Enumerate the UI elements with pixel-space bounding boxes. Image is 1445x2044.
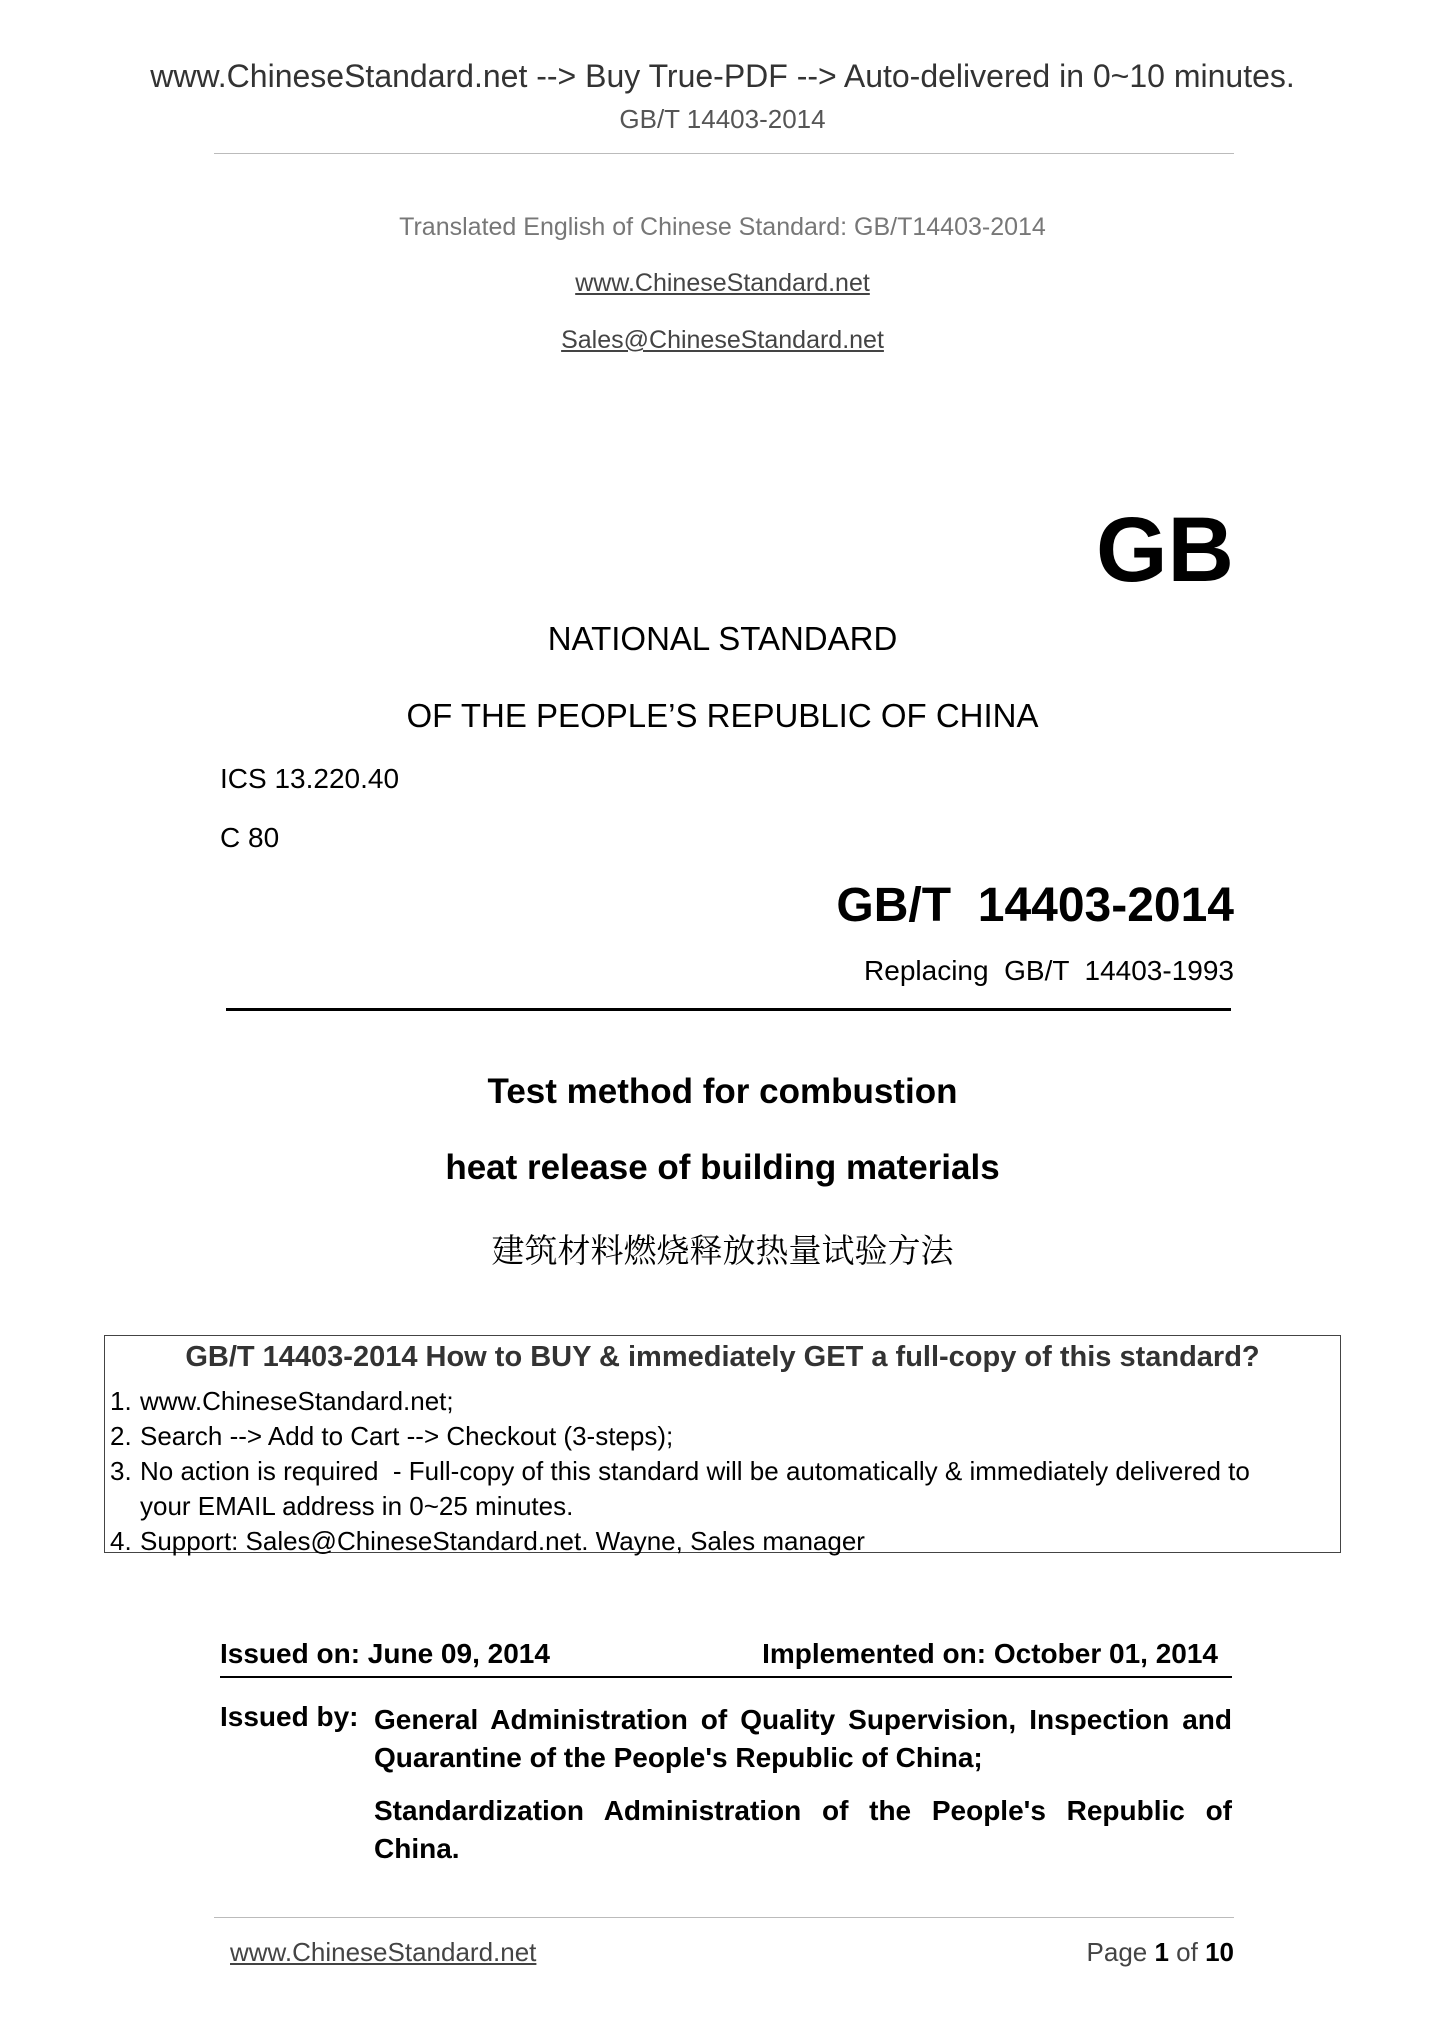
- site-link-row: [0, 269, 1445, 298]
- title-line1: Test method for combustion: [487, 1072, 958, 1111]
- implemented-on-date: Implemented on: October 01, 2014: [762, 1638, 1218, 1669]
- buy-step-3: 3. No action is required - Full-copy of this standard will be automatically & immediately delivered to: [110, 1456, 1250, 1486]
- national-standard-line1: NATIONAL STANDARD: [547, 620, 898, 657]
- buy-instructions-box: [104, 1335, 1341, 1556]
- title-divider: [226, 1008, 1231, 1011]
- replacing-standard: Replacing GB/T 14403-1993: [864, 955, 1234, 986]
- translated-notice: Translated English of Chinese Standard: GB/T14403-2014: [399, 213, 1046, 241]
- standard-number: GB/T 14403-2014: [836, 879, 1234, 932]
- buy-step-3-cont: your EMAIL address in 0~25 minutes.: [140, 1491, 574, 1521]
- national-standard-line2: OF THE PEOPLE’S REPUBLIC OF CHINA: [406, 697, 1039, 734]
- issued-by-authority-2: Standardization Administration of the People's Republic of China.: [374, 1795, 1232, 1864]
- issued-by-authority-1: General Administration of Quality Supervision, Inspection and Quarantine of the People's Republic of China;: [374, 1704, 1232, 1773]
- site-link[interactable]: www.ChineseStandard.net: [575, 269, 870, 297]
- buy-step-4: 4. Support: Sales@ChineseStandard.net. Wayne, Sales manager: [110, 1526, 865, 1556]
- header-divider: [214, 153, 1234, 154]
- footer-divider: [214, 1917, 1234, 1918]
- page-current: 1: [1154, 1937, 1169, 1967]
- issued-on-date: Issued on: June 09, 2014: [220, 1638, 550, 1669]
- buy-step-1: 1. www.ChineseStandard.net;: [110, 1386, 454, 1416]
- gb-mark: GB: [1096, 499, 1234, 601]
- issue-divider: [220, 1676, 1232, 1678]
- title-line2: heat release of building materials: [445, 1148, 1000, 1187]
- buy-box-title: GB/T 14403-2014 How to BUY & immediately GET a full-copy of this standard?: [185, 1341, 1260, 1373]
- footer-site-link[interactable]: www.ChineseStandard.net: [230, 1937, 537, 1967]
- email-link[interactable]: Sales@ChineseStandard.net: [561, 326, 884, 354]
- email-link-row: [0, 326, 1445, 355]
- page-total: 10: [1205, 1937, 1234, 1967]
- page-number: Page 1 of 10: [1086, 1937, 1234, 1967]
- header-standard-code: GB/T 14403-2014: [619, 104, 826, 134]
- ics-code: ICS 13.220.40: [220, 763, 400, 794]
- top-banner: www.ChineseStandard.net --> Buy True-PDF --> Auto-delivered in 0~10 minutes.: [150, 58, 1295, 94]
- title-chinese: 建筑材料燃烧释放热量试验方法: [491, 1231, 954, 1270]
- classification-code: C 80: [220, 822, 280, 853]
- issued-by-label: Issued by:: [220, 1701, 359, 1732]
- buy-step-2: 2. Search --> Add to Cart --> Checkout (3-steps);: [110, 1421, 674, 1451]
